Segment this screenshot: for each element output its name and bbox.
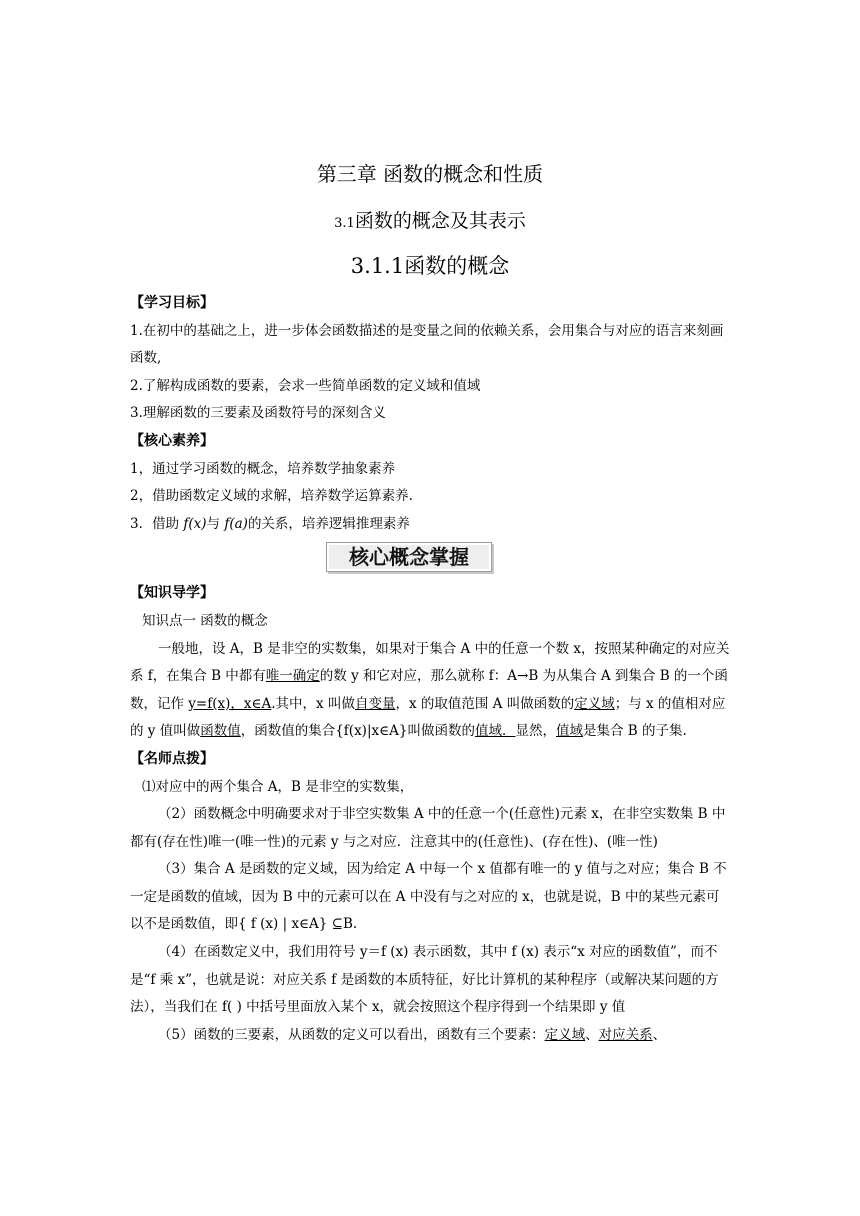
function-definition-paragraph bbox=[130, 636, 730, 746]
literacy-item-1: 1，通过学习函数的概念，培养数学抽象素养 bbox=[130, 460, 396, 477]
goal-item-3: 3.理解函数的三要素及函数符号的深刻含义 bbox=[130, 405, 386, 422]
formula-fa: f(a) bbox=[224, 515, 248, 532]
underlined-term: 定义域 bbox=[544, 1026, 586, 1043]
definition-text: .其中，x 叫做 bbox=[271, 695, 355, 712]
tip-2: （2）函数概念中明确要求对于非空实数集 A 中的任意一个(任意性)元素 x，在非空实数集 B 中都有(存在性)唯一(唯一性)的元素 y 与之对应．注意其中的(任意性)、(存在性)、(唯一性) bbox=[130, 806, 726, 850]
goal-item-2: 2.了解构成函数的要素，会求一些简单函数的定义域和值域 bbox=[130, 377, 481, 394]
tip-text: 、 bbox=[652, 1026, 667, 1043]
tip-text: 、 bbox=[585, 1026, 599, 1043]
tip-5 bbox=[130, 1022, 730, 1050]
definition-text: 显然， bbox=[515, 723, 556, 740]
definition-text: 一般地，设 A，B 是非空的实数集，如果对于集合 A 中的任意一个数 x，按照某种确定的对应关系 f，在集合 B 中都有 bbox=[130, 640, 730, 685]
knowledge-point-title: 知识点一 函数的概念 bbox=[142, 612, 268, 629]
definition-text: ，x 的取值范围 A 叫做函数的 bbox=[395, 695, 575, 712]
underlined-term: 函数值 bbox=[200, 723, 241, 740]
literacy-text: 的关系，培养逻辑推理素养 bbox=[247, 515, 410, 532]
core-concept-banner: 核心概念掌握 bbox=[326, 542, 492, 572]
core-literacy-heading: 【核心素养】 bbox=[130, 432, 214, 449]
tip-text: （5）函数的三要素，从函数的定义可以看出，函数有三个要素： bbox=[158, 1026, 545, 1043]
underlined-term: 对应关系 bbox=[598, 1026, 653, 1043]
subsection-title: 3.1.1函数的概念 bbox=[350, 254, 510, 278]
section-title-text: 函数的概念及其表示 bbox=[354, 210, 526, 232]
goal-item-1: 1.在初中的基础之上，进一步体会函数描述的是变量之间的依赖关系，会用集合与对应的语言来刻画函数, bbox=[130, 322, 724, 367]
banner-row bbox=[130, 538, 730, 580]
tip-3: （3）集合 A 是函数的定义域，因为给定 A 中每一个 x 值都有唯一的 y 值与之对应；集合 B 不一定是函数的值域，因为 B 中的元素可以在 A 中没有与之对应的 x，也就是说，B 中的某些元素可以不是函数值，即{ f (x) | x∈A} ⊆B. bbox=[130, 861, 727, 933]
literacy-text: 与 bbox=[206, 515, 225, 532]
formula-fx: f(x) bbox=[183, 515, 207, 532]
section-number: 3.1 bbox=[334, 216, 355, 231]
underlined-term: 唯一确定 bbox=[265, 668, 320, 685]
section-title bbox=[0, 206, 860, 233]
literacy-item-3 bbox=[130, 511, 730, 539]
literacy-text: 3．借助 bbox=[130, 515, 184, 532]
underlined-term: y=f(x)，x∈A bbox=[188, 695, 272, 712]
underlined-term: 自变量 bbox=[354, 695, 396, 712]
learning-goals-heading: 【学习目标】 bbox=[130, 295, 214, 311]
definition-text: 是集合 B 的子集. bbox=[582, 723, 687, 740]
literacy-item-2: 2，借助函数定义域的求解，培养数学运算素养. bbox=[130, 488, 413, 505]
tip-1: ⑴对应中的两个集合 A，B 是非空的实数集， bbox=[142, 778, 414, 795]
teacher-tips-heading: 【名师点拨】 bbox=[130, 750, 214, 767]
tip-4: （4）在函数定义中，我们用符号 y＝f (x) 表示函数，其中 f (x) 表示“x 对应的函数值”，而不是“f 乘 x”，也就是说：对应关系 f 是函数的本质特征，好比计算机的某种程序（或解决某问题的方法），当我们在 f( ) 中括号里面放入某个 x，就会按照这个程序得到一个结果即 y 值 bbox=[130, 944, 719, 1016]
knowledge-guide-heading: 【知识导学】 bbox=[130, 585, 214, 602]
definition-text: ；与 x 的值相对应的 y 值叫做 bbox=[130, 695, 726, 740]
underlined-term: 定义域 bbox=[574, 695, 615, 712]
definition-text: ，函数值的集合{f(x)|x∈A}叫做函数的 bbox=[240, 723, 475, 740]
document-body bbox=[130, 290, 730, 1049]
underlined-term: 值域． bbox=[474, 723, 516, 740]
definition-text: 的数 y 和它对应，那么就称 f：A→B 为从集合 A 到集合 B 的一个函数，记作 bbox=[130, 668, 728, 712]
underlined-term: 值域 bbox=[555, 723, 583, 740]
chapter-title: 第三章 函数的概念和性质 bbox=[316, 162, 544, 186]
